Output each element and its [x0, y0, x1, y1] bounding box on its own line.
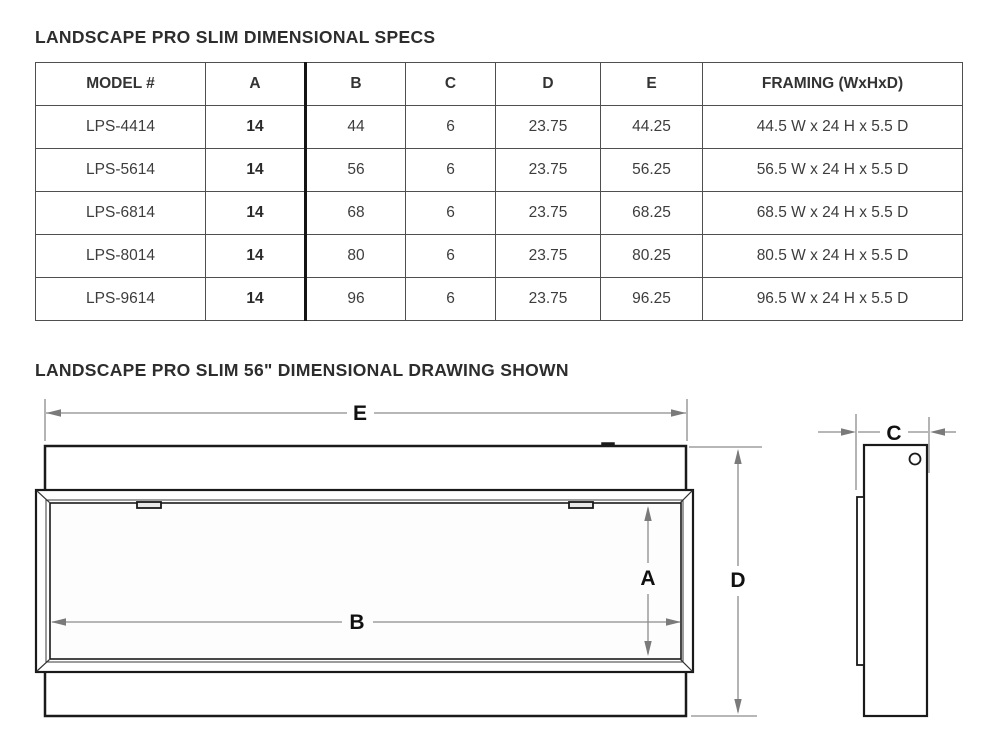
table-cell: LPS-8014: [36, 235, 206, 278]
side-glass-flange: [857, 497, 864, 665]
table-cell: 80: [306, 235, 406, 278]
table-cell: 68.5 W x 24 H x 5.5 D: [703, 192, 963, 235]
table-cell: 6: [406, 235, 496, 278]
table-cell: 23.75: [496, 106, 601, 149]
mounting-hole: [910, 454, 921, 465]
table-cell: LPS-6814: [36, 192, 206, 235]
table-cell: 14: [206, 192, 306, 235]
table-cell: 23.75: [496, 235, 601, 278]
table-cell: 80.5 W x 24 H x 5.5 D: [703, 235, 963, 278]
dim-label-D: D: [730, 569, 746, 592]
table-row: [36, 149, 963, 192]
header-cell: A: [206, 63, 306, 106]
side-body: [864, 445, 927, 716]
dim-label-E: E: [352, 402, 368, 425]
table-cell: 6: [406, 192, 496, 235]
dim-label-B: B: [349, 611, 365, 634]
dim-label-C: C: [886, 422, 902, 445]
table-cell: 23.75: [496, 278, 601, 321]
table-cell: 56.5 W x 24 H x 5.5 D: [703, 149, 963, 192]
specs-title: LANDSCAPE PRO SLIM DIMENSIONAL SPECS: [35, 27, 436, 47]
header-cell: FRAMING (WxHxD): [703, 63, 963, 106]
table-row: [36, 278, 963, 321]
table-cell: 56: [306, 149, 406, 192]
table-cell: 14: [206, 106, 306, 149]
dimensional-specs-table: [35, 62, 963, 321]
table-cell: 96.5 W x 24 H x 5.5 D: [703, 278, 963, 321]
table-row: [36, 106, 963, 149]
table-cell: 44.25: [601, 106, 703, 149]
table-cell: 96: [306, 278, 406, 321]
table-cell: 68: [306, 192, 406, 235]
table-cell: 56.25: [601, 149, 703, 192]
glass-clip-right: [569, 502, 593, 508]
glass-opening: [50, 503, 681, 659]
table-cell: 68.25: [601, 192, 703, 235]
table-cell: LPS-5614: [36, 149, 206, 192]
table-cell: 6: [406, 278, 496, 321]
header-cell: MODEL #: [36, 63, 206, 106]
table-body: [36, 106, 963, 321]
table-cell: 14: [206, 149, 306, 192]
table-cell: 6: [406, 106, 496, 149]
table-cell: 6: [406, 149, 496, 192]
drawing-title: LANDSCAPE PRO SLIM 56" DIMENSIONAL DRAWING SHOWN: [35, 360, 569, 380]
glass-clip-left: [137, 502, 161, 508]
table-cell: 44.5 W x 24 H x 5.5 D: [703, 106, 963, 149]
table-row: [36, 235, 963, 278]
table-cell: 23.75: [496, 192, 601, 235]
side-view: [857, 445, 927, 716]
header-cell: E: [601, 63, 703, 106]
table-header-row: [36, 63, 963, 106]
front-view: [36, 444, 693, 716]
dim-label-A: A: [640, 567, 656, 590]
table-cell: 14: [206, 235, 306, 278]
header-cell: C: [406, 63, 496, 106]
table-row: [36, 192, 963, 235]
table-cell: 80.25: [601, 235, 703, 278]
table-cell: 14: [206, 278, 306, 321]
table-cell: LPS-4414: [36, 106, 206, 149]
table-cell: LPS-9614: [36, 278, 206, 321]
dimension-D: [689, 447, 762, 716]
table-cell: 23.75: [496, 149, 601, 192]
table-cell: 96.25: [601, 278, 703, 321]
header-cell: B: [306, 63, 406, 106]
table-cell: 44: [306, 106, 406, 149]
header-cell: D: [496, 63, 601, 106]
